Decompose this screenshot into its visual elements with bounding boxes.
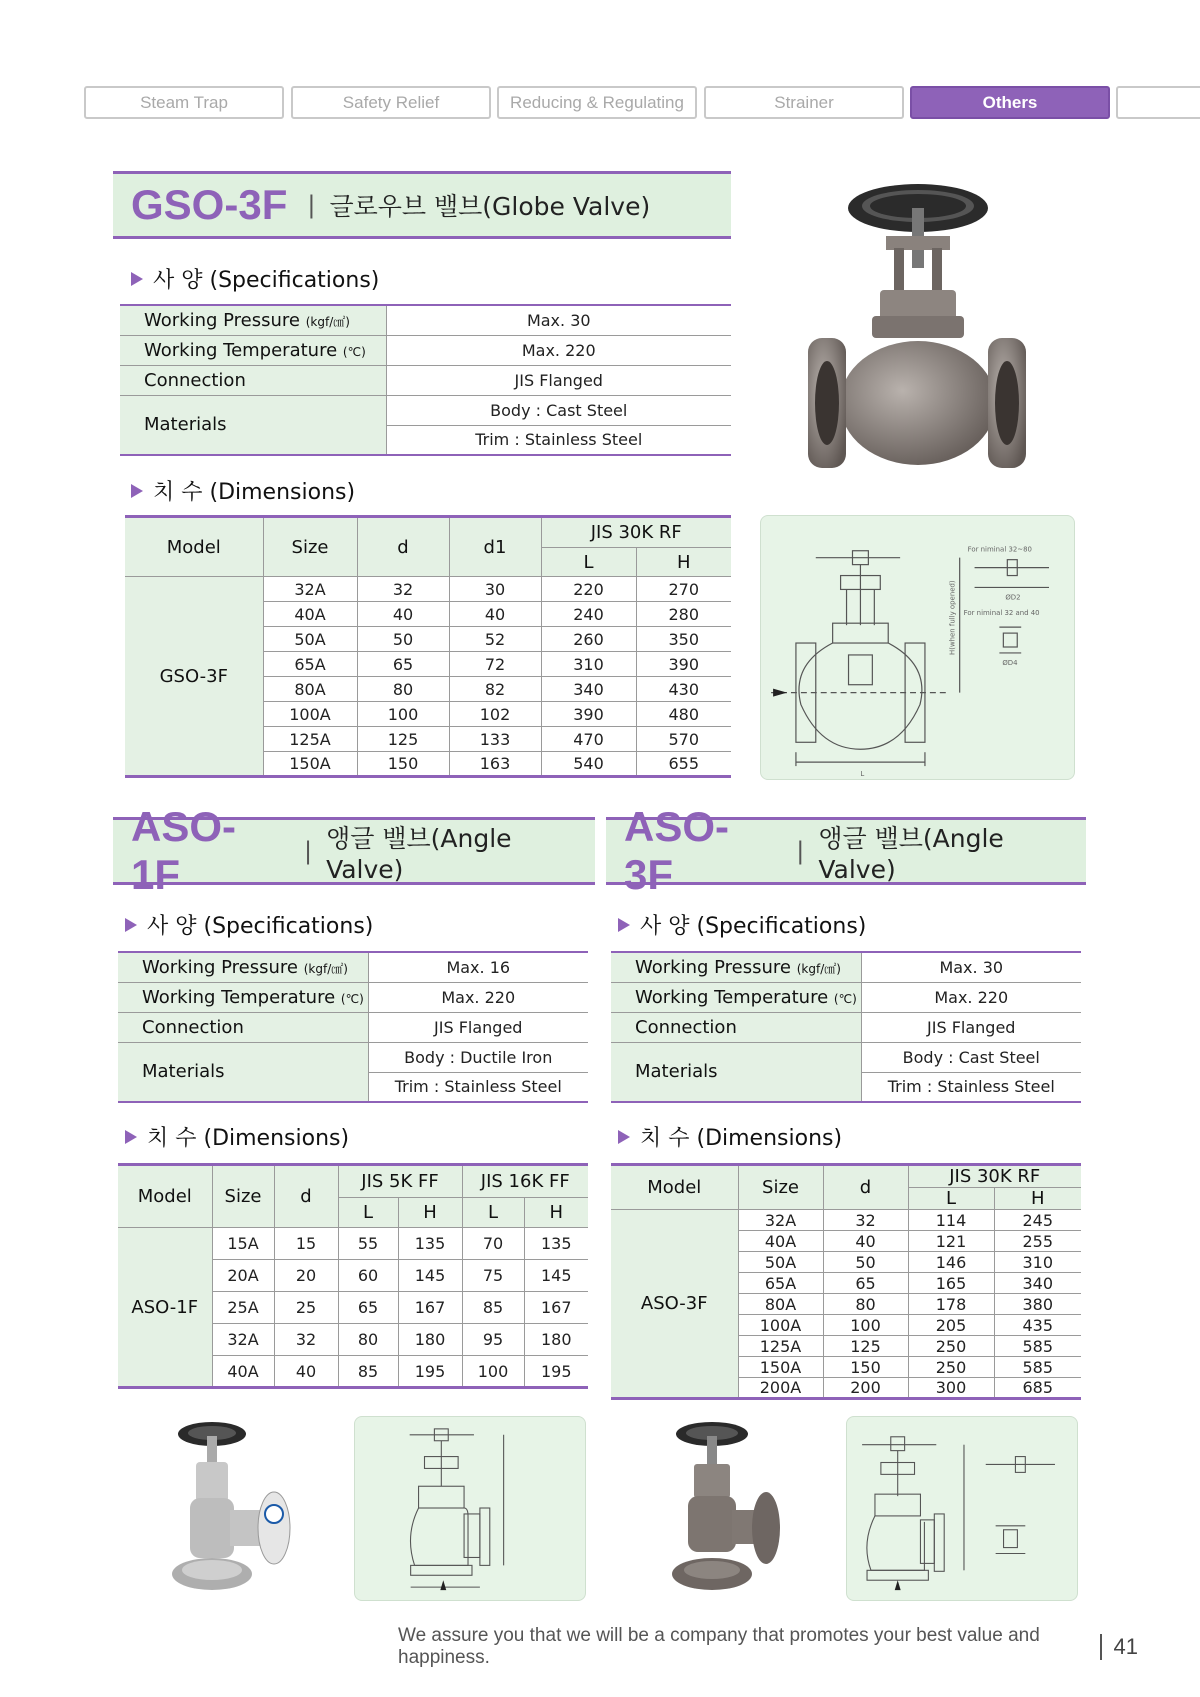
dim-cell: 163: [449, 752, 541, 777]
dim-cell: 146: [908, 1252, 994, 1273]
aso3f-dim-heading: [618, 1121, 842, 1152]
spec-connection-value: JIS Flanged: [368, 1012, 588, 1042]
dim-header-l: L: [541, 548, 636, 577]
dim-cell: 80: [357, 677, 449, 702]
dim-header-h: H: [636, 548, 731, 577]
footer-slogan: We assure you that we will be a company that promotes your best value and happiness.: [398, 1625, 1040, 1668]
dim-cell: 255: [994, 1231, 1081, 1252]
gso3f-dim-table: [125, 515, 731, 778]
dim-cell: 80: [823, 1294, 908, 1315]
dim-cell: 75: [462, 1260, 524, 1292]
dim-cell: 100: [357, 702, 449, 727]
dim-cell: 540: [541, 752, 636, 777]
dim-cell: 50A: [738, 1252, 823, 1273]
dim-cell: 145: [524, 1260, 588, 1292]
dim-cell: 205: [908, 1315, 994, 1336]
dim-cell: 200A: [738, 1378, 823, 1399]
dim-cell: 340: [541, 677, 636, 702]
dim-cell: 195: [524, 1356, 588, 1388]
spec-pressure-label: Working Pressure (kgf/㎠): [120, 305, 386, 335]
dim-cell: 133: [449, 727, 541, 752]
aso3f-product-photo: [662, 1418, 792, 1598]
dim-cell: 150: [823, 1357, 908, 1378]
aso3f-spec-heading-text: 사 양 (Specifications): [640, 914, 867, 939]
dim-header-l: L: [908, 1188, 994, 1210]
dim-cell: 195: [398, 1356, 462, 1388]
dim-cell: 32A: [263, 577, 357, 602]
dim-header-size: Size: [738, 1165, 823, 1210]
spec-connection-label: Connection: [118, 1012, 368, 1042]
dim-cell: 30: [449, 577, 541, 602]
gso3f-spec-heading-text: 사 양 (Specifications): [153, 268, 380, 293]
aso1f-spec-heading: [125, 909, 373, 940]
dim-header-model: Model: [118, 1165, 212, 1228]
dim-cell: 60: [338, 1260, 398, 1292]
dim-cell: 165: [908, 1273, 994, 1294]
dim-cell: 40A: [263, 602, 357, 627]
spec-materials-body: Body : Cast Steel: [386, 395, 731, 425]
dim-model-cell: ASO-1F: [118, 1228, 212, 1388]
triangle-bullet-icon: [618, 1130, 630, 1144]
dim-cell: 20A: [212, 1260, 274, 1292]
angle-valve-drawing-icon: [847, 1417, 1077, 1600]
tab-others[interactable]: Others: [910, 86, 1110, 119]
aso1f-model-title: ASO-1F: [131, 803, 236, 898]
dim-header-d1: d1: [449, 517, 541, 577]
dim-cell: 125A: [738, 1336, 823, 1357]
dim-cell: 480: [636, 702, 731, 727]
aso1f-spec-heading-text: 사 양 (Specifications): [147, 914, 374, 939]
triangle-bullet-icon: [125, 1130, 137, 1144]
spec-materials-trim: Trim : Stainless Steel: [861, 1072, 1081, 1102]
tab-strainer[interactable]: Strainer: [704, 86, 904, 119]
aso1f-dimension-drawing: [354, 1416, 586, 1601]
dim-cell: 220: [541, 577, 636, 602]
dim-header-jis5k: JIS 5K FF: [338, 1165, 462, 1198]
dim-header-size: Size: [263, 517, 357, 577]
dim-cell: 300: [908, 1378, 994, 1399]
dim-header-l: L: [462, 1198, 524, 1228]
spec-materials-body: Body : Cast Steel: [861, 1042, 1081, 1072]
gso3f-product-photo: [790, 178, 1040, 498]
dim-cell: 167: [524, 1292, 588, 1324]
dim-cell: 95: [462, 1324, 524, 1356]
aso1f-product-photo: [170, 1418, 320, 1598]
gso3f-valve-name: 글로우브 밸브(Globe Valve): [329, 192, 651, 221]
aso3f-spec-table: [611, 951, 1081, 1103]
dim-cell: 80A: [263, 677, 357, 702]
aso1f-dim-heading: [125, 1121, 349, 1152]
dim-header-h: H: [524, 1198, 588, 1228]
dim-cell: 50: [357, 627, 449, 652]
spec-temperature-value: Max. 220: [861, 982, 1081, 1012]
drawing-label-d4: ØD4: [1002, 658, 1018, 667]
dim-cell: 585: [994, 1336, 1081, 1357]
dim-cell: 180: [524, 1324, 588, 1356]
dim-cell: 114: [908, 1210, 994, 1231]
dim-cell: 121: [908, 1231, 994, 1252]
tab-reducing-regulating[interactable]: Reducing & Regulating: [497, 86, 697, 119]
dim-cell: 55: [338, 1228, 398, 1260]
dim-cell: 25A: [212, 1292, 274, 1324]
dim-cell: 50A: [263, 627, 357, 652]
dim-header-h: H: [398, 1198, 462, 1228]
spec-temperature-label: Working Temperature (℃): [611, 982, 861, 1012]
dim-cell: 200: [823, 1378, 908, 1399]
dim-cell: 100A: [263, 702, 357, 727]
dim-cell: 655: [636, 752, 731, 777]
dim-header-jis16k: JIS 16K FF: [462, 1165, 588, 1198]
page-number: 41: [1113, 1634, 1138, 1659]
dim-cell: 100A: [738, 1315, 823, 1336]
dim-cell: 85: [462, 1292, 524, 1324]
aso1f-title-bar: [113, 803, 595, 898]
aso3f-spec-heading: [618, 909, 866, 940]
aso3f-dim-table: [611, 1163, 1081, 1400]
spec-connection-value: JIS Flanged: [861, 1012, 1081, 1042]
spec-pressure-label: Working Pressure (kgf/㎠): [611, 952, 861, 982]
title-separator: |: [307, 191, 316, 219]
drawing-note-nominal-32-80: For niminal 32~80: [967, 545, 1032, 554]
gso3f-dimension-drawing: [760, 515, 1075, 780]
aso3f-title-bar: [606, 803, 1086, 898]
tab-more[interactable]: [1116, 86, 1200, 119]
dim-header-size: Size: [212, 1165, 274, 1228]
dim-header-l: L: [338, 1198, 398, 1228]
spec-temperature-label: Working Temperature (℃): [118, 982, 368, 1012]
dim-cell: 125A: [263, 727, 357, 752]
dim-cell: 40: [823, 1231, 908, 1252]
aso1f-valve-name: 앵글 밸브(Angle Valve): [326, 823, 512, 884]
dim-cell: 50: [823, 1252, 908, 1273]
drawing-note-nominal-32-40: For niminal 32 and 40: [963, 609, 1040, 618]
spec-connection-label: Connection: [611, 1012, 861, 1042]
triangle-bullet-icon: [125, 918, 137, 932]
spec-temperature-value: Max. 220: [386, 335, 731, 365]
dim-cell: 32: [357, 577, 449, 602]
triangle-bullet-icon: [131, 272, 143, 286]
dim-cell: 15: [274, 1228, 338, 1260]
dim-cell: 65: [357, 652, 449, 677]
footer-divider: [1100, 1634, 1102, 1660]
dim-cell: 150A: [738, 1357, 823, 1378]
gso3f-model-title: GSO-3F: [131, 181, 288, 228]
dim-header-d: d: [823, 1165, 908, 1210]
dim-cell: 102: [449, 702, 541, 727]
dim-cell: 40A: [212, 1356, 274, 1388]
dim-cell: 685: [994, 1378, 1081, 1399]
dim-cell: 250: [908, 1336, 994, 1357]
drawing-label-l: L: [860, 770, 865, 779]
spec-pressure-value: Max. 30: [861, 952, 1081, 982]
dim-model-cell: GSO-3F: [125, 577, 263, 777]
dim-cell: 85: [338, 1356, 398, 1388]
dim-header-jis30k: JIS 30K RF: [908, 1165, 1081, 1188]
dim-header-d: d: [357, 517, 449, 577]
dim-cell: 70: [462, 1228, 524, 1260]
dim-cell: 32A: [738, 1210, 823, 1231]
dim-cell: 32: [274, 1324, 338, 1356]
title-separator: |: [796, 837, 805, 865]
dim-header-jis30k: JIS 30K RF: [541, 517, 731, 548]
aso3f-valve-name: 앵글 밸브(Angle Valve): [818, 823, 1004, 884]
dim-cell: 40A: [738, 1231, 823, 1252]
dim-model-cell: ASO-3F: [611, 1210, 738, 1399]
gso3f-title-bar: [113, 171, 731, 239]
dim-cell: 135: [524, 1228, 588, 1260]
dim-cell: 32A: [212, 1324, 274, 1356]
dim-cell: 240: [541, 602, 636, 627]
dim-cell: 100: [462, 1356, 524, 1388]
spec-pressure-value: Max. 16: [368, 952, 588, 982]
dim-cell: 150A: [263, 752, 357, 777]
footer: [398, 1625, 1138, 1668]
dim-cell: 15A: [212, 1228, 274, 1260]
dim-cell: 178: [908, 1294, 994, 1315]
dim-cell: 135: [398, 1228, 462, 1260]
drawing-label-h: H(when fully opened): [948, 580, 957, 655]
gso3f-dim-heading: [131, 475, 355, 506]
dim-cell: 65A: [263, 652, 357, 677]
aso3f-dim-heading-text: 치 수 (Dimensions): [640, 1126, 843, 1151]
aso3f-model-title: ASO-3F: [624, 803, 729, 898]
dim-cell: 40: [357, 602, 449, 627]
triangle-bullet-icon: [131, 484, 143, 498]
dim-cell: 25: [274, 1292, 338, 1324]
category-tabs: [84, 86, 1200, 119]
dim-cell: 310: [994, 1252, 1081, 1273]
spec-connection-value: JIS Flanged: [386, 365, 731, 395]
dim-cell: 180: [398, 1324, 462, 1356]
dim-header-d: d: [274, 1165, 338, 1228]
spec-connection-label: Connection: [120, 365, 386, 395]
dim-header-h: H: [994, 1188, 1081, 1210]
gso3f-spec-table: [120, 304, 731, 456]
dim-cell: 145: [398, 1260, 462, 1292]
dim-cell: 167: [398, 1292, 462, 1324]
dim-cell: 310: [541, 652, 636, 677]
spec-pressure-label: Working Pressure (kgf/㎠): [118, 952, 368, 982]
triangle-bullet-icon: [618, 918, 630, 932]
aso1f-dim-heading-text: 치 수 (Dimensions): [147, 1126, 350, 1151]
dim-cell: 80: [338, 1324, 398, 1356]
dim-cell: 280: [636, 602, 731, 627]
angle-valve-icon: [662, 1418, 792, 1598]
title-separator: |: [303, 837, 313, 865]
tab-steam-trap[interactable]: Steam Trap: [84, 86, 284, 119]
dim-cell: 245: [994, 1210, 1081, 1231]
spec-temperature-value: Max. 220: [368, 982, 588, 1012]
gso3f-dim-heading-text: 치 수 (Dimensions): [153, 480, 356, 505]
dim-cell: 65A: [738, 1273, 823, 1294]
dim-cell: 20: [274, 1260, 338, 1292]
tab-safety-relief[interactable]: Safety Relief: [291, 86, 491, 119]
spec-materials-trim: Trim : Stainless Steel: [386, 425, 731, 455]
dim-header-model: Model: [125, 517, 263, 577]
dim-cell: 65: [338, 1292, 398, 1324]
dim-cell: 430: [636, 677, 731, 702]
aso1f-spec-table: [118, 951, 588, 1103]
dim-header-model: Model: [611, 1165, 738, 1210]
dim-cell: 350: [636, 627, 731, 652]
dim-cell: 72: [449, 652, 541, 677]
globe-valve-icon: [790, 178, 1040, 498]
dim-cell: 435: [994, 1315, 1081, 1336]
dim-cell: 40: [449, 602, 541, 627]
aso3f-dimension-drawing: [846, 1416, 1078, 1601]
dim-cell: 380: [994, 1294, 1081, 1315]
dim-cell: 150: [357, 752, 449, 777]
dim-cell: 340: [994, 1273, 1081, 1294]
spec-pressure-value: Max. 30: [386, 305, 731, 335]
gso3f-spec-heading: [131, 263, 379, 294]
dim-cell: 585: [994, 1357, 1081, 1378]
spec-materials-body: Body : Ductile Iron: [368, 1042, 588, 1072]
dim-cell: 125: [823, 1336, 908, 1357]
dim-cell: 65: [823, 1273, 908, 1294]
angle-valve-drawing-icon: [355, 1417, 585, 1600]
globe-valve-drawing-icon: [761, 516, 1074, 779]
dim-cell: 100: [823, 1315, 908, 1336]
spec-materials-trim: Trim : Stainless Steel: [368, 1072, 588, 1102]
drawing-label-d2: ØD2: [1005, 593, 1021, 602]
aso1f-dim-table: [118, 1163, 588, 1389]
spec-materials-label: Materials: [120, 395, 386, 455]
dim-cell: 40: [274, 1356, 338, 1388]
spec-temperature-label: Working Temperature (℃): [120, 335, 386, 365]
dim-cell: 32: [823, 1210, 908, 1231]
dim-cell: 52: [449, 627, 541, 652]
dim-cell: 390: [541, 702, 636, 727]
dim-cell: 82: [449, 677, 541, 702]
dim-cell: 260: [541, 627, 636, 652]
dim-cell: 270: [636, 577, 731, 602]
dim-cell: 125: [357, 727, 449, 752]
spec-materials-label: Materials: [611, 1042, 861, 1102]
dim-cell: 80A: [738, 1294, 823, 1315]
dim-cell: 470: [541, 727, 636, 752]
dim-cell: 250: [908, 1357, 994, 1378]
angle-valve-icon: [170, 1418, 320, 1598]
dim-cell: 390: [636, 652, 731, 677]
spec-materials-label: Materials: [118, 1042, 368, 1102]
dim-cell: 570: [636, 727, 731, 752]
